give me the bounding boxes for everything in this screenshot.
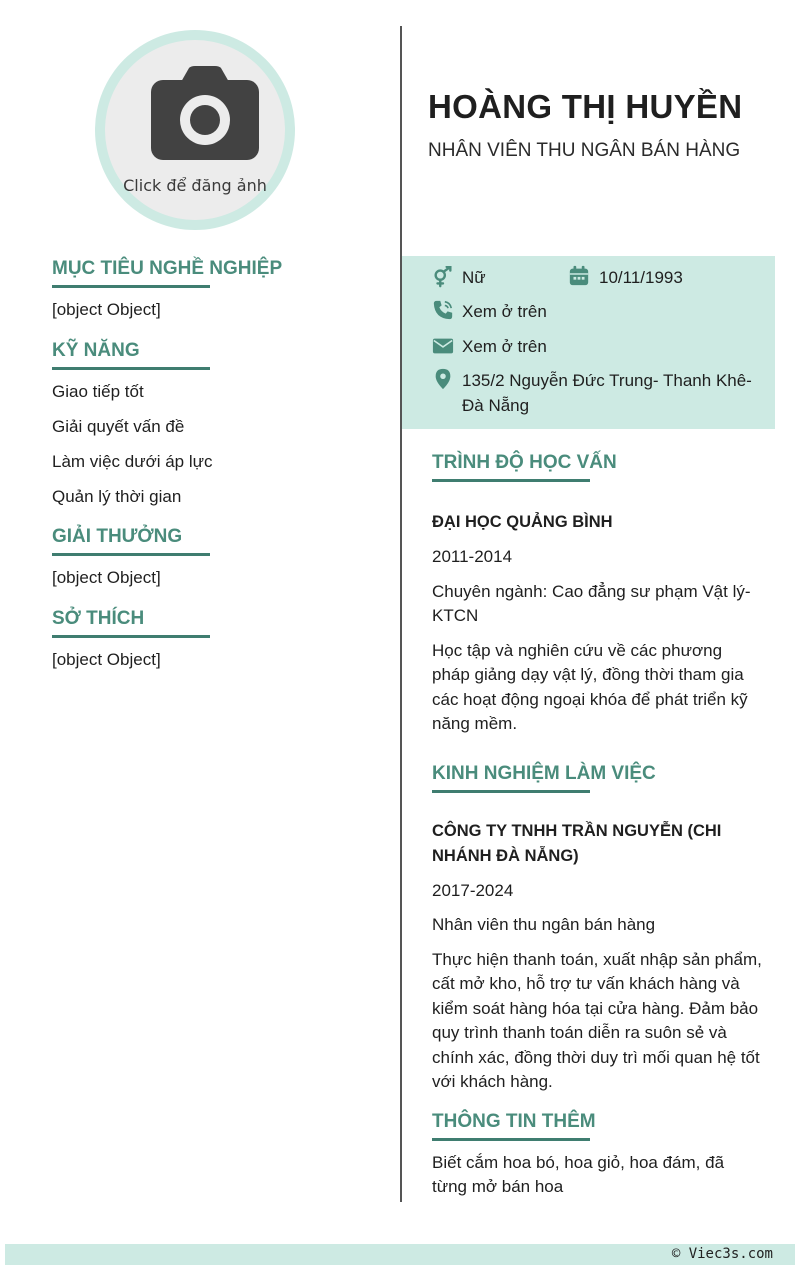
skill-item: Làm việc dưới áp lực	[52, 451, 213, 471]
column-divider	[400, 26, 402, 1202]
education-description: Học tập và nghiên cứu về các phương pháp giảng dạy vật lý, đồng thời tham gia các hoạt động ngoại khóa để phát triển kỹ năng mềm.	[432, 640, 748, 733]
left-column	[52, 256, 382, 687]
location-icon	[432, 368, 454, 390]
experience-company: CÔNG TY TNHH TRẦN NGUYỄN (CHI NHÁNH ĐÀ NẴNG)	[432, 821, 722, 865]
email-value: Xem ở trên	[462, 337, 547, 356]
upload-photo-button[interactable]	[105, 40, 285, 220]
phone-icon	[432, 299, 454, 321]
avatar	[95, 30, 295, 230]
phone-value: Xem ở trên	[462, 302, 547, 321]
skill-item: Giải quyết vấn đề	[52, 416, 185, 436]
skills-title: KỸ NĂNG	[52, 338, 382, 370]
camera-icon	[151, 66, 259, 160]
objective-title: MỤC TIÊU NGHỀ NGHIỆP	[52, 256, 382, 288]
objective-text: [object Object]	[52, 300, 161, 319]
mail-icon	[432, 335, 454, 357]
skills-section	[52, 338, 382, 510]
education-school: ĐẠI HỌC QUẢNG BÌNH	[432, 513, 613, 531]
hobbies-text: [object Object]	[52, 649, 161, 669]
extra-text: Biết cắm hoa bó, hoa giỏ, hoa đám, đã từng mở bán hoa	[432, 1152, 725, 1196]
education-title: TRÌNH ĐỘ HỌC VẤN	[432, 450, 762, 482]
address-value: 135/2 Nguyễn Đức Trung- Thanh Khê- Đà Nẵng	[462, 371, 752, 415]
hobbies-section	[52, 606, 382, 673]
birthday-value: 10/11/1993	[599, 268, 683, 287]
objective-section	[52, 256, 382, 323]
experience-description: Thực hiện thanh toán, xuất nhập sản phẩm, cất mở kho, hỗ trợ tư vấn khách hàng và kiểm soát hàng hóa tại cửa hàng. Đảm bảo quy trình thanh toán diễn ra suôn sẻ và chính xác, đồng thời duy trì mối quan hệ tốt với khách hàng.	[432, 949, 762, 1091]
experience-position: Nhân viên thu ngân bán hàng	[432, 915, 656, 934]
footer-credit: © Viec3s.com	[671, 1246, 773, 1262]
gender-icon	[432, 266, 454, 288]
education-period: 2011-2014	[432, 547, 513, 566]
skill-item: Quản lý thời gian	[52, 486, 182, 506]
education-major: Chuyên ngành: Cao đẳng sư phạm Vật lý- KTCN	[432, 581, 751, 625]
candidate-role: NHÂN VIÊN THU NGÂN BÁN HÀNG	[428, 140, 741, 161]
extra-title: THÔNG TIN THÊM	[432, 1109, 762, 1141]
calendar-icon	[568, 265, 590, 287]
skill-item: Giao tiếp tốt	[52, 381, 144, 401]
experience-title: KINH NGHIỆM LÀM VIỆC	[432, 761, 762, 793]
awards-section	[52, 524, 382, 591]
gender-value: Nữ	[462, 268, 486, 287]
candidate-name: HOÀNG THỊ HUYỀN	[428, 88, 743, 125]
right-column	[432, 450, 762, 1200]
awards-title: GIẢI THƯỞNG	[52, 524, 382, 556]
footer	[5, 1244, 795, 1265]
experience-period: 2017-2024	[432, 880, 514, 900]
upload-photo-caption: Click để đăng ảnh	[123, 176, 267, 195]
awards-text: [object Object]	[52, 568, 161, 587]
hobbies-title: SỞ THÍCH	[52, 606, 382, 638]
contact-info	[402, 256, 775, 429]
